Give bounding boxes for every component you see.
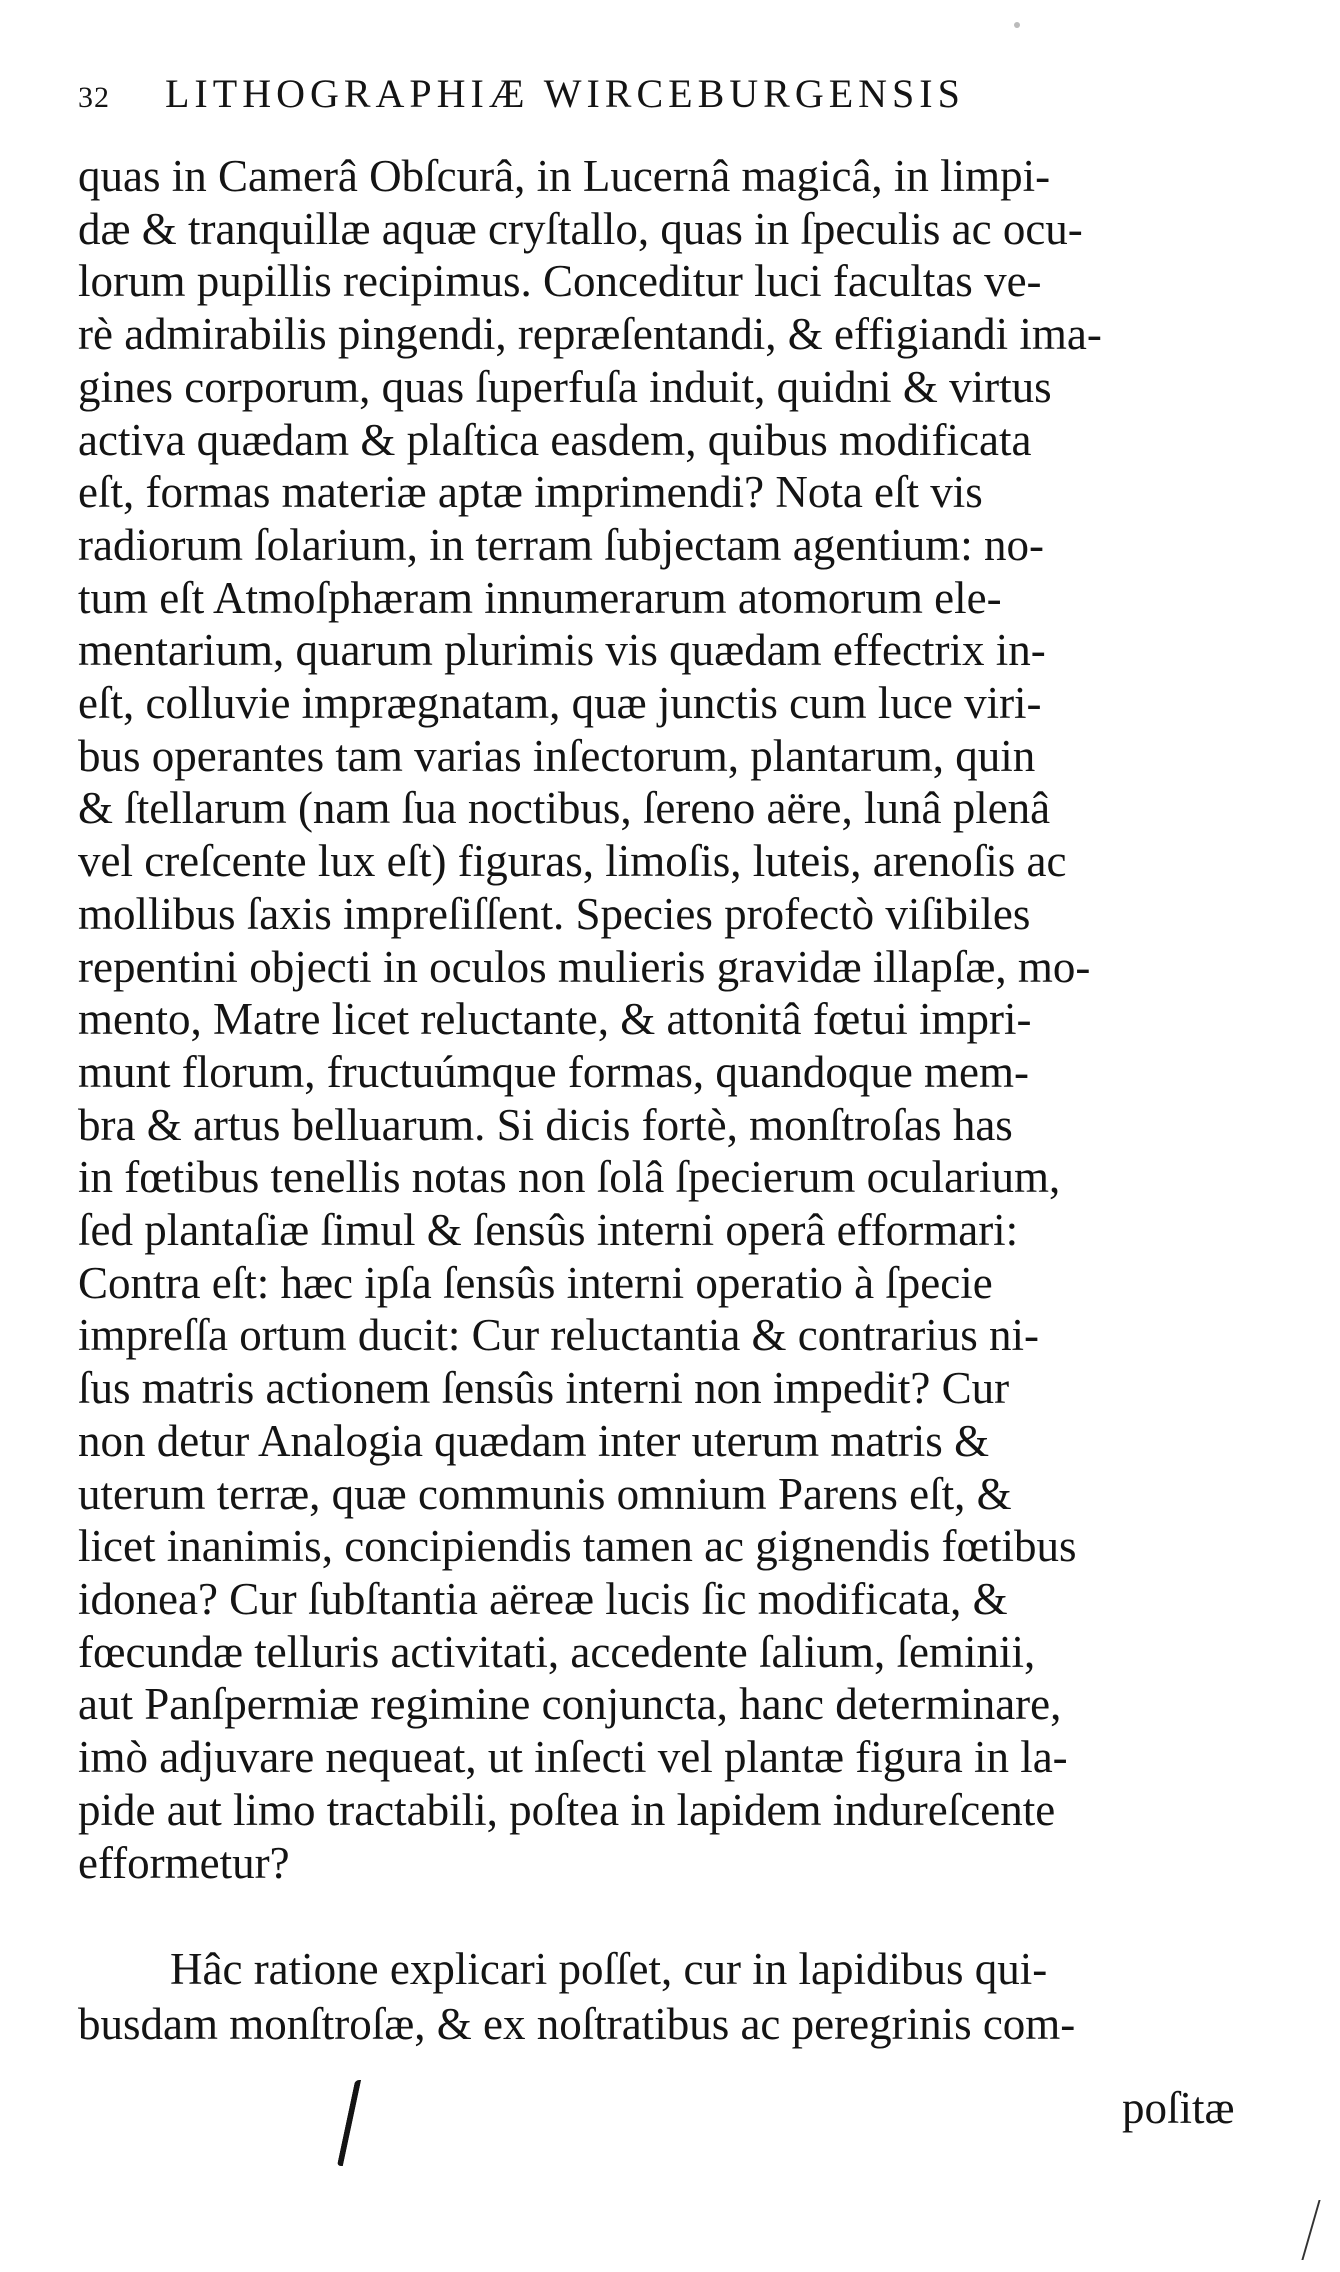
text-line: in fœtibus tenellis notas non ſolâ ſpecierum ocularium, xyxy=(78,1152,1061,1203)
text-line: tum eſt Atmoſphæram innumerarum atomorum ele- xyxy=(78,572,1002,623)
text-line: lorum pupillis recipimus. Conceditur luci facultas ve- xyxy=(78,256,1042,307)
running-title: LITHOGRAPHIÆ WIRCEBURGENSIS xyxy=(165,71,965,116)
text-line: busdam monſtroſæ, & ex noſtratibus ac peregrinis com- xyxy=(78,1999,1076,2049)
text-line: idonea? Cur ſubſtantia aëreæ lucis ſic modificata, & xyxy=(78,1573,1008,1624)
text-line: mento, Matre licet reluctante, & attonitâ fœtui impri- xyxy=(78,994,1032,1045)
text-line: eſt, formas materiæ aptæ imprimendi? Nota eſt vis xyxy=(78,467,983,518)
text-line: munt florum, fructuúmque formas, quandoque mem- xyxy=(78,1046,1030,1097)
text-line: quas in Camerâ Obſcurâ, in Lucernâ magicâ, in limpi- xyxy=(78,151,1051,201)
text-line: pide aut limo tractabili, poſtea in lapidem indureſcente xyxy=(78,1784,1056,1835)
text-line: uterum terræ, quæ communis omnium Parens eſt, & xyxy=(78,1468,1012,1519)
text-line: ſed plantaſiæ ſimul & ſensûs interni operâ efformari: xyxy=(78,1205,1019,1256)
text-line: mentarium, quarum plurimis vis quædam effectrix in- xyxy=(78,625,1046,676)
paragraph-1 xyxy=(78,150,1258,1889)
paragraph-2 xyxy=(78,1942,1258,2052)
text-line: ſus matris actionem ſensûs interni non impedit? Cur xyxy=(78,1363,1010,1414)
text-line: fœcundæ telluris activitati, accedente ſalium, ſeminii, xyxy=(78,1626,1036,1677)
text-line: non detur Analogia quædam inter uterum matris & xyxy=(78,1415,990,1466)
running-header xyxy=(78,70,965,117)
text-line: bus operantes tam varias inſectorum, plantarum, quin xyxy=(78,730,1036,781)
text-line: Hâc ratione explicari poſſet, cur in lapidibus qui- xyxy=(170,1944,1048,1994)
text-line: licet inanimis, concipiendis tamen ac gignendis fœtibus xyxy=(78,1521,1077,1572)
page-number: 32 xyxy=(78,81,110,114)
pen-mark-left xyxy=(337,2080,375,2166)
text-line: bra & artus belluarum. Si dicis fortè, monſtroſas has xyxy=(78,1099,1013,1150)
text-line: imò adjuvare nequeat, ut inſecti vel plantæ figura in la- xyxy=(78,1732,1068,1783)
text-line: Contra eſt: hæc ipſa ſensûs interni operatio à ſpecie xyxy=(78,1257,993,1308)
text-line: rè admirabilis pingendi, repræſentandi, & effigiandi ima- xyxy=(78,309,1102,360)
text-line: dæ & tranquillæ aquæ cryſtallo, quas in ſpeculis ac ocu- xyxy=(78,203,1083,254)
text-line: vel creſcente lux eſt) figuras, limoſis, luteis, arenoſis ac xyxy=(78,836,1067,887)
ink-speck xyxy=(1014,22,1020,28)
text-line: gines corporum, quas ſuperfuſa induit, quidni & virtus xyxy=(78,361,1052,412)
text-line: & ſtellarum (nam ſua noctibus, ſereno aëre, lunâ plenâ xyxy=(78,783,1051,834)
text-line: repentini objecti in oculos mulieris gravidæ illapſæ, mo- xyxy=(78,941,1091,992)
text-line: impreſſa ortum ducit: Cur reluctantia & contrarius ni- xyxy=(78,1310,1039,1361)
pen-mark-right xyxy=(1301,2200,1326,2260)
text-line: efformetur? xyxy=(78,1837,290,1888)
catchword: poſitæ xyxy=(1122,2083,1235,2133)
text-line: radiorum ſolarium, in terram ſubjectam agentium: no- xyxy=(78,519,1044,570)
text-line: aut Panſpermiæ regimine conjuncta, hanc determinare, xyxy=(78,1679,1062,1730)
text-line: activa quædam & plaſtica easdem, quibus modificata xyxy=(78,414,1032,465)
text-line: eſt, colluvie imprægnatam, quæ junctis cum luce viri- xyxy=(78,678,1042,729)
text-line: mollibus ſaxis impreſiſſent. Species profectò viſibiles xyxy=(78,888,1031,939)
